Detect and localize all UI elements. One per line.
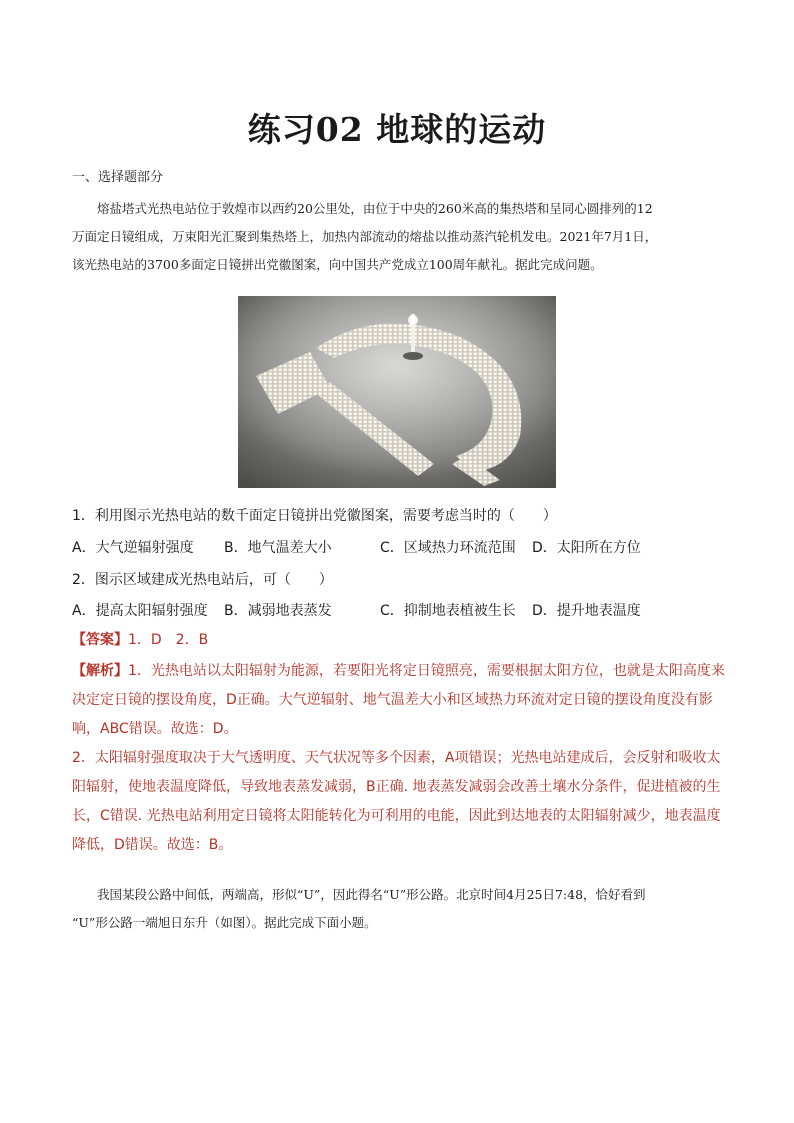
intro-passage bbox=[72, 195, 732, 279]
question-1: 1．利用图示光热电站的数千面定日镜拼出党徽图案，需要考虑当时的（ ） bbox=[72, 508, 557, 524]
option-b: B．减弱地表蒸发 bbox=[224, 603, 332, 619]
question-2-options bbox=[72, 600, 641, 620]
analysis-line: 长，C错误. 光热电站利用定日镜将太阳能转化为可利用的电能，因此到达地表的太阳辐射减少，地表温度 bbox=[72, 808, 721, 824]
analysis-line: 响，ABC错误。故选：D。 bbox=[72, 721, 238, 737]
solar-station-photo bbox=[238, 296, 556, 488]
answer-text: 1．D 2．B bbox=[128, 632, 209, 648]
option-c: C．区域热力环流范围 bbox=[380, 540, 516, 556]
option-a: A．提高太阳辐射强度 bbox=[72, 603, 208, 619]
section-heading: 一、选择题部分 bbox=[72, 170, 164, 185]
intro2-line: 我国某段公路中间低，两端高，形似“U”，因此得名“U”形公路。北京时间4月25日7:48，恰好看到 bbox=[97, 887, 646, 902]
option-a: A．大气逆辐射强度 bbox=[72, 540, 194, 556]
analysis-line: 2．太阳辐射强度取决于大气透明度、天气状况等多个因素，A项错误；光热电站建成后，会反射和吸收太 bbox=[72, 750, 721, 766]
option-b: B．地气温差大小 bbox=[224, 540, 332, 556]
intro2-line: “U”形公路一端旭日东升（如图）。据此完成下面小题。 bbox=[72, 915, 377, 930]
option-c: C．抑制地表植被生长 bbox=[380, 603, 516, 619]
analysis-line: 决定定日镜的摆设角度，D正确。大气逆辐射、地气温差大小和区域热力环流对定日镜的摆设角度没有影 bbox=[72, 692, 713, 708]
question-1-options bbox=[72, 537, 641, 557]
answer-tag: 【答案】 bbox=[72, 632, 128, 648]
analysis-line: 降低，D错误。故选：B。 bbox=[72, 837, 233, 853]
question-2: 2．图示区域建成光热电站后，可（ ） bbox=[72, 572, 333, 588]
intro-line: 该光热电站的3700多面定日镜拼出党徽图案，向中国共产党成立100周年献礼。据此完成问题。 bbox=[72, 257, 603, 272]
answer-block bbox=[72, 626, 732, 655]
intro-line: 万面定日镜组成，万束阳光汇聚到集热塔上，加热内部流动的熔盐以推动蒸汽轮机发电。2021年7月1日， bbox=[72, 229, 658, 244]
analysis-line: 阳辐射，使地表温度降低，导致地表蒸发减弱，B正确. 地表蒸发减弱会改善土壤水分条件，促进植被的生 bbox=[72, 779, 721, 795]
intro-passage-2 bbox=[72, 881, 732, 937]
page-title: 练习02 地球的运动 bbox=[247, 110, 547, 149]
analysis-block bbox=[72, 657, 732, 860]
option-d: D．太阳所在方位 bbox=[532, 540, 641, 556]
intro-line: 熔盐塔式光热电站位于敦煌市以西约20公里处，由位于中央的260米高的集热塔和呈同心圆排列的12 bbox=[97, 201, 653, 216]
analysis-line: 1．光热电站以太阳辐射为能源，若要阳光将定日镜照亮，需要根据太阳方位，也就是太阳高度来 bbox=[128, 663, 725, 679]
option-d: D．提升地表温度 bbox=[532, 603, 641, 619]
analysis-tag: 【解析】 bbox=[72, 663, 128, 679]
